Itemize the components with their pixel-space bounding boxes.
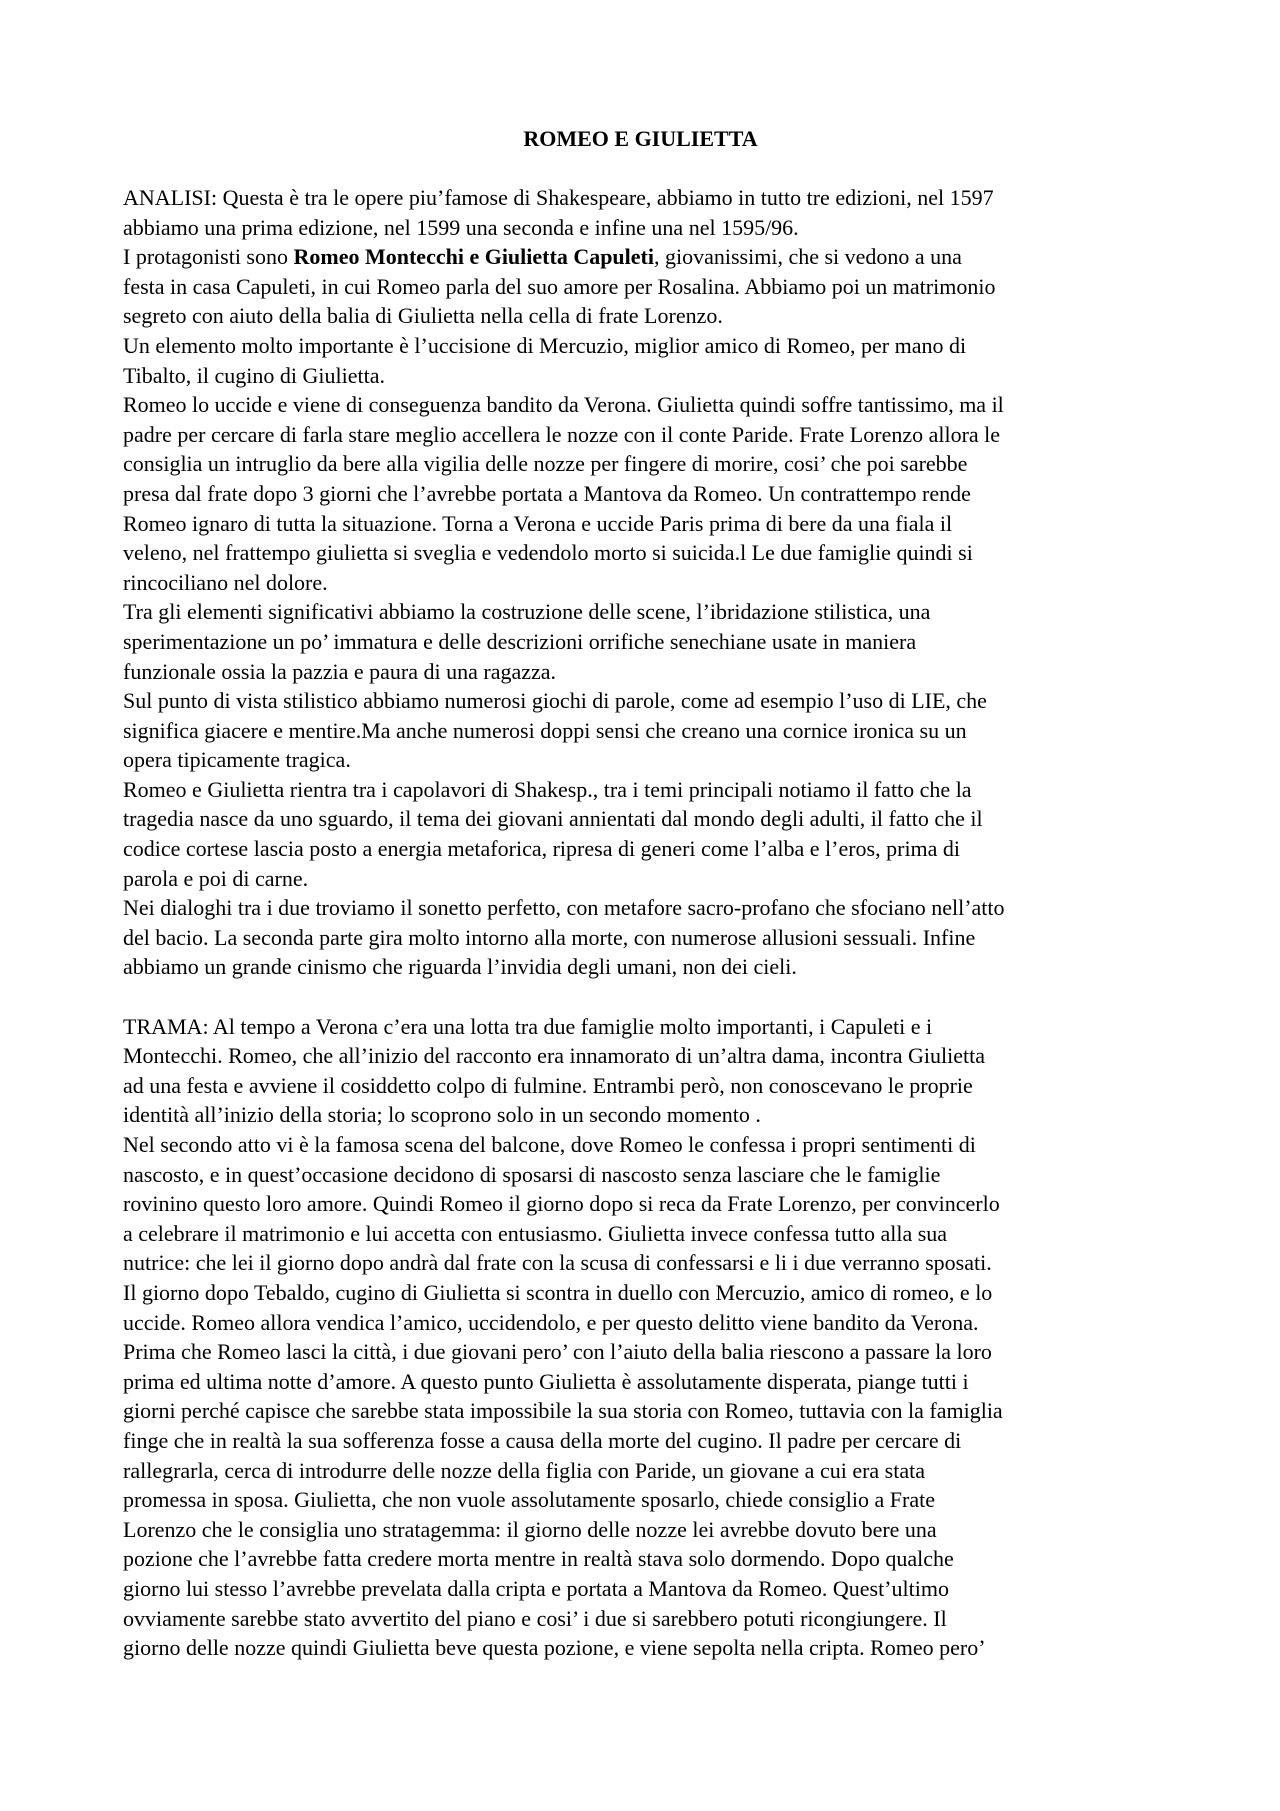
text-line: padre per cercare di farla stare meglio accellera le nozze con il conte Paride. Frate Lorenzo allora le (123, 421, 1001, 447)
text-line: Nel secondo atto vi è la famosa scena del balcone, dove Romeo le confessa i propri sentimenti di (123, 1132, 976, 1157)
text-line: consiglia un intruglio da bere alla vigilia delle nozze per fingere di morire, cosi’ che poi sarebbe (123, 451, 968, 477)
text-line: Tibalto, il cugino di Giulietta. (123, 362, 385, 388)
text-line: ovviamente sarebbe stato avvertito del piano e cosi’ i due si sarebbero potuti ricongiungere. Il (123, 1605, 947, 1631)
text-line: abbiamo un grande cinismo che riguarda l’invidia degli umani, non dei cieli. (123, 954, 797, 980)
text-line: presa dal frate dopo 3 giorni che l’avrebbe portata a Mantova da Romeo. Un contrattempo rende (123, 480, 971, 506)
paragraph-spacer (123, 982, 1170, 1012)
text-line: Romeo e Giulietta rientra tra i capolavori di Shakesp., tra i temi principali notiamo il fatto che la (123, 776, 972, 802)
text-line: veleno, nel frattempo giulietta si sveglia e vedendolo morto si suicida.l Le due famiglie quindi si (123, 540, 973, 566)
text-line: promessa in sposa. Giulietta, che non vuole assolutamente sposarlo, chiede consiglio a Frate (123, 1487, 935, 1513)
protagonisti-line (123, 242, 1170, 272)
text-line: ad una festa e avviene il cosiddetto colpo di fulmine. Entrambi però, non conoscevano le proprie (123, 1072, 973, 1098)
text-line: Prima che Romeo lasci la città, i due giovani pero’ con l’aiuto della balia riescono a passare la loro (123, 1339, 992, 1365)
text-line: giorni perché capisce che sarebbe stata impossibile la sua storia con Romeo, tuttavia con la famiglia (123, 1398, 1003, 1424)
document-body (123, 183, 1170, 1663)
text-line: pozione che l’avrebbe fatta credere morta mentre in realtà stava solo dormendo. Dopo qualche (123, 1546, 954, 1572)
text-line: funzionale ossia la pazzia e paura di una ragazza. (123, 658, 557, 684)
text-line: a celebrare il matrimonio e lui accetta con entusiasmo. Giulietta invece confessa tutto alla sua (123, 1220, 948, 1246)
text-line: finge che in realtà la sua sofferenza fosse a causa della morte del cugino. Il padre per cercare di (123, 1427, 962, 1453)
text-line: identità all’inizio della storia; lo scoprono solo in un secondo momento . (123, 1102, 761, 1128)
text-line: giorno delle nozze quindi Giulietta beve questa pozione, e viene sepolta nella cripta. Romeo pero’ (123, 1635, 986, 1661)
text-line: tragedia nasce da uno sguardo, il tema dei giovani annientati dal mondo degli adulti, il fatto che il (123, 806, 983, 832)
text-line: Nei dialoghi tra i due troviamo il sonetto perfetto, con metafore sacro-profano che sfociano nell’atto (123, 895, 1005, 921)
text-line: festa in casa Capuleti, in cui Romeo parla del suo amore per Rosalina. Abbiamo poi un matrimonio (123, 273, 996, 299)
text-line: TRAMA: Al tempo a Verona c’era una lotta tra due famiglie molto importanti, i Capuleti e i (123, 1013, 933, 1039)
text-line: del bacio. La seconda parte gira molto intorno alla morte, con numerose allusioni sessuali. Infine (123, 924, 976, 950)
text-line: rovinino questo loro amore. Quindi Romeo il giorno dopo si reca da Frate Lorenzo, per convincerlo (123, 1191, 1000, 1217)
text-line: nutrice: che lei il giorno dopo andrà dal frate con la scusa di confessarsi e li i due verranno sposati. (123, 1250, 992, 1276)
text-line: codice cortese lascia posto a energia metaforica, ripresa di generi come l’alba e l’eros, prima di (123, 836, 961, 862)
text-line: sperimentazione un po’ immatura e delle descrizioni orrifiche senechiane usate in maniera (123, 628, 917, 654)
text-line: nascosto, e in quest’occasione decidono di sposarsi di nascosto senza lasciare che le famiglie (123, 1161, 941, 1187)
text-line: rallegrarla, cerca di introdurre delle nozze della figlia con Paride, un giovane a cui era stata (123, 1457, 925, 1483)
text-line: ANALISI: Questa è tra le opere piu’famose di Shakespeare, abbiamo in tutto tre edizioni, nel 1597 (123, 185, 994, 210)
text-line: Tra gli elementi significativi abbiamo la costruzione delle scene, l’ibridazione stilistica, una (123, 599, 931, 625)
text-line: abbiamo una prima edizione, nel 1599 una seconda e infine una nel 1595/96. (123, 214, 799, 240)
text-span: , giovanissimi, che si vedono a una (654, 244, 962, 270)
protagonists-names: Romeo Montecchi e Giulietta Capuleti (293, 244, 654, 270)
analisi-section (123, 183, 1170, 982)
trama-section (123, 1012, 1170, 1663)
text-line: segreto con aiuto della balia di Giulietta nella cella di frate Lorenzo. (123, 303, 723, 329)
text-line: opera tipicamente tragica. (123, 747, 351, 773)
text-line: Lorenzo che le consiglia uno stratagemma: il giorno delle nozze lei avrebbe dovuto bere una (123, 1516, 937, 1542)
text-line: Un elemento molto importante è l’uccisione di Mercuzio, miglior amico di Romeo, per mano di (123, 332, 967, 358)
text-line: Romeo ignaro di tutta la situazione. Torna a Verona e uccide Paris prima di bere da una fiala il (123, 510, 953, 536)
text-line: uccide. Romeo allora vendica l’amico, uccidendolo, e per questo delitto viene bandito da Verona. (123, 1309, 979, 1335)
text-line: rincociliano nel dolore. (123, 569, 328, 595)
text-line: Montecchi. Romeo, che all’inizio del racconto era innamorato di un’altra dama, incontra Giulietta (123, 1043, 985, 1069)
text-line: giorno lui stesso l’avrebbe prevelata dalla cripta e portata a Mantova da Romeo. Quest’ultimo (123, 1575, 949, 1601)
document-title: ROMEO E GIULIETTA (523, 126, 758, 151)
text-line: prima ed ultima notte d’amore. A questo punto Giulietta è assolutamente disperata, piange tutti i (123, 1368, 969, 1394)
text-line: significa giacere e mentire.Ma anche numerosi doppi sensi che creano una cornice ironica su un (123, 717, 967, 743)
text-line: Il giorno dopo Tebaldo, cugino di Giulietta si scontra in duello con Mercuzio, amico di romeo, e lo (123, 1279, 993, 1305)
text-line: parola e poi di carne. (123, 865, 309, 891)
text-line: Romeo lo uccide e viene di conseguenza bandito da Verona. Giulietta quindi soffre tantissimo, ma il (123, 392, 1004, 418)
text-line: Sul punto di vista stilistico abbiamo numerosi giochi di parole, come ad esempio l’uso di LIE, che (123, 688, 987, 714)
analisi-lines (123, 272, 1170, 982)
text-span: I protagonisti sono (123, 244, 294, 270)
